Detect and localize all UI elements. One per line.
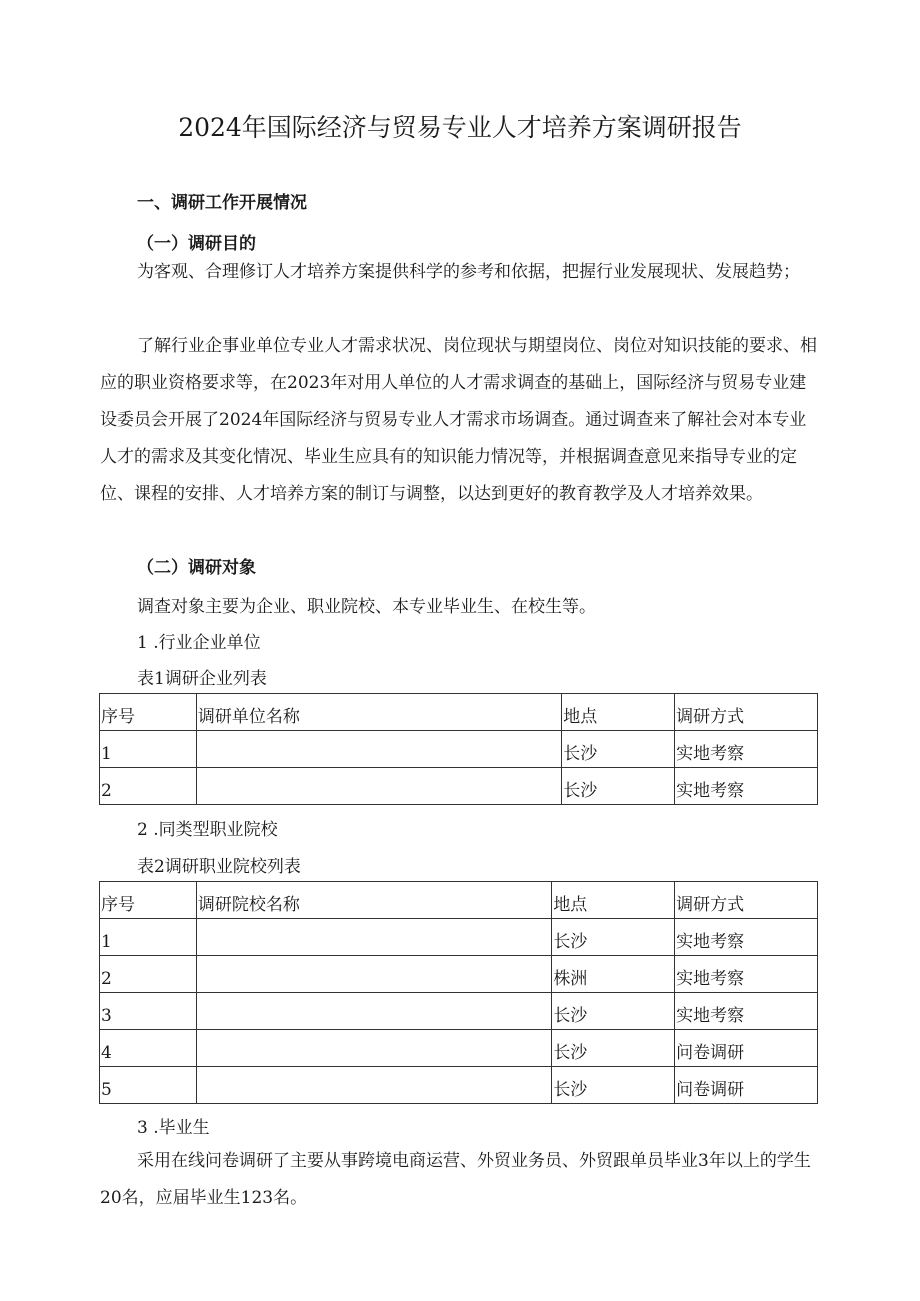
table-row bbox=[100, 993, 818, 1030]
table-cell bbox=[196, 1030, 551, 1067]
list-item-enterprises: 1 .行业企业单位 bbox=[137, 633, 261, 653]
table-cell: 实地考察 bbox=[675, 956, 818, 993]
table-cell: 实地考察 bbox=[675, 919, 818, 956]
college-survey-table bbox=[99, 881, 818, 1104]
header-cell: 序号 bbox=[100, 694, 197, 731]
section-heading-survey-work: 一、调研工作开展情况 bbox=[137, 193, 307, 213]
table-cell: 2 bbox=[100, 956, 197, 993]
table-cell: 4 bbox=[100, 1030, 197, 1067]
table-cell: 问卷调研 bbox=[675, 1030, 818, 1067]
table-row bbox=[100, 768, 818, 805]
table-cell: 问卷调研 bbox=[675, 1067, 818, 1104]
paragraph-purpose-2 bbox=[100, 328, 820, 513]
table-header-row bbox=[100, 694, 818, 731]
table-row bbox=[100, 956, 818, 993]
table1-caption: 表1调研企业列表 bbox=[137, 669, 267, 689]
header-cell: 序号 bbox=[100, 882, 197, 919]
table-cell: 1 bbox=[100, 731, 197, 768]
table-cell bbox=[196, 1067, 551, 1104]
table-cell: 3 bbox=[100, 993, 197, 1030]
paragraph-graduates-text: 采用在线问卷调研了主要从事跨境电商运营、外贸业务员、外贸跟单员毕业3年以上的学生20名，应届毕业生123名。 bbox=[100, 1151, 811, 1208]
header-cell: 调研方式 bbox=[675, 694, 818, 731]
enterprise-survey-table bbox=[99, 693, 818, 805]
table-cell: 5 bbox=[100, 1067, 197, 1104]
table-row bbox=[100, 1067, 818, 1104]
table-cell: 实地考察 bbox=[675, 993, 818, 1030]
table-cell bbox=[196, 919, 551, 956]
table-cell: 长沙 bbox=[552, 1067, 675, 1104]
table-cell bbox=[196, 993, 551, 1030]
table-cell: 实地考察 bbox=[675, 731, 818, 768]
table-cell: 实地考察 bbox=[675, 768, 818, 805]
list-item-colleges: 2 .同类型职业院校 bbox=[137, 820, 278, 840]
table-cell: 长沙 bbox=[552, 993, 675, 1030]
subsection-heading-targets: （二）调研对象 bbox=[137, 558, 256, 578]
list-item-graduates: 3 .毕业生 bbox=[137, 1118, 210, 1138]
table2-caption: 表2调研职业院校列表 bbox=[137, 857, 301, 877]
subsection-heading-purpose: （一）调研目的 bbox=[137, 234, 256, 254]
paragraph-graduates bbox=[100, 1143, 820, 1217]
table-cell bbox=[196, 768, 561, 805]
table-cell: 长沙 bbox=[552, 1030, 675, 1067]
paragraph-targets: 调查对象主要为企业、职业院校、本专业毕业生、在校生等。 bbox=[137, 597, 596, 617]
table-row bbox=[100, 1030, 818, 1067]
paragraph-purpose-1 bbox=[100, 254, 820, 291]
paragraph-purpose-2-text: 了解行业企事业单位专业人才需求状况、岗位现状与期望岗位、岗位对知识技能的要求、相应的职业资格要求等，在2023年对用人单位的人才需求调查的基础上，国际经济与贸易专业建设委员会开展了2024年国际经济与贸易专业人才需求市场调查。通过调查来了解社会对本专业人才的需求及其变化情况、毕业生应具有的知识能力情况等，并根据调查意见来指导专业的定位、课程的安排、人才培养方案的制订与调整，以达到更好的教育教学及人才培养效果。 bbox=[100, 336, 817, 504]
table-cell bbox=[196, 731, 561, 768]
table-header-row bbox=[100, 882, 818, 919]
table-cell: 1 bbox=[100, 919, 197, 956]
header-cell: 调研单位名称 bbox=[196, 694, 561, 731]
header-cell: 地点 bbox=[552, 882, 675, 919]
table-cell: 长沙 bbox=[562, 768, 675, 805]
table-cell bbox=[196, 956, 551, 993]
table-cell: 长沙 bbox=[552, 919, 675, 956]
header-cell: 地点 bbox=[562, 694, 675, 731]
paragraph-purpose-1-text: 为客观、合理修订人才培养方案提供科学的参考和依据，把握行业发展现状、发展趋势； bbox=[137, 262, 800, 282]
table-cell: 2 bbox=[100, 768, 197, 805]
header-cell: 调研院校名称 bbox=[196, 882, 551, 919]
table-row bbox=[100, 919, 818, 956]
table-row bbox=[100, 731, 818, 768]
document-title: 2024年国际经济与贸易专业人才培养方案调研报告 bbox=[178, 113, 742, 142]
header-cell: 调研方式 bbox=[675, 882, 818, 919]
table-cell: 长沙 bbox=[562, 731, 675, 768]
table-cell: 株洲 bbox=[552, 956, 675, 993]
